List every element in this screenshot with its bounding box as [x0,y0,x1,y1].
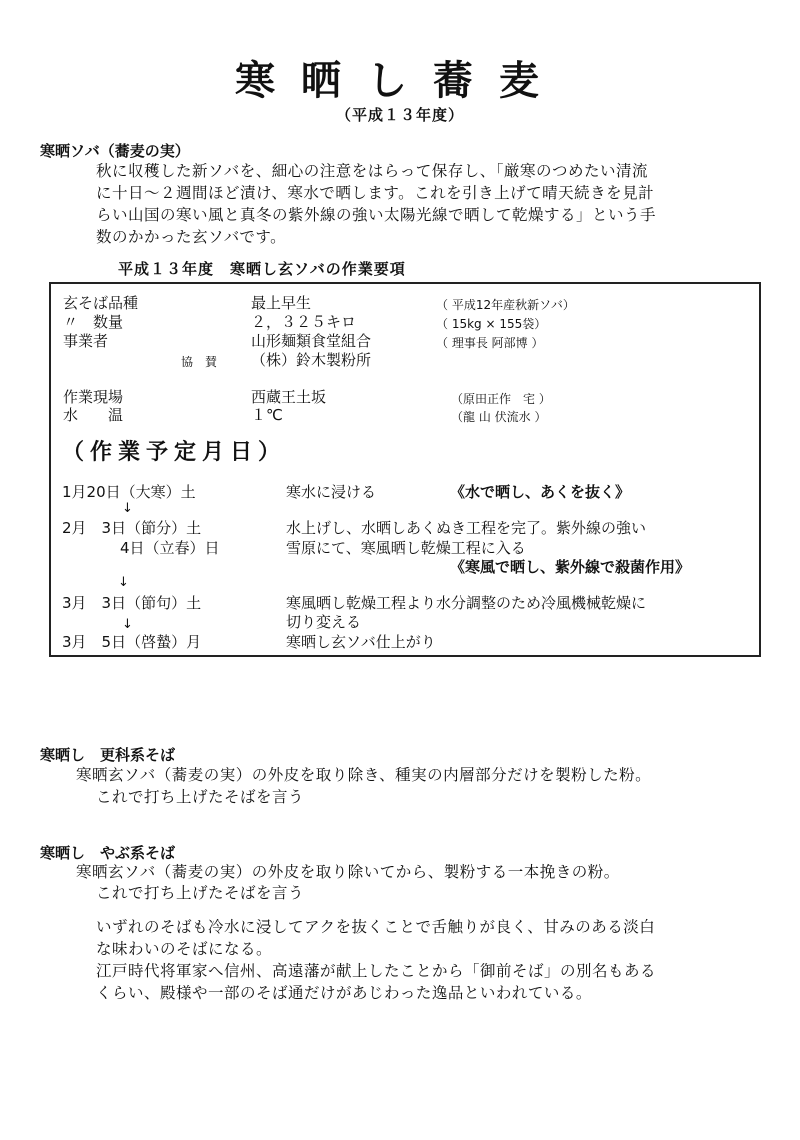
quantity-note: （ 15kg × 155袋） [436,317,547,331]
schedule-title: （作業予定月日） [62,440,287,465]
schedule-row-3-date: 4日（立春）日 [120,539,220,557]
temperature-value: １℃ [251,406,283,424]
variety-note: （ 平成12年産秋新ソバ） [436,298,575,312]
closing-line: 江戸時代将軍家へ信州、高遠藩が献上したことから「御前そば」の別名もある [96,962,657,980]
schedule-row-1-date: 1月20日（大寒）土 [62,483,196,501]
schedule-row-1-text: 寒水に浸ける [286,483,377,501]
site-label: 作業現場 [63,388,124,406]
sarashina-heading: 寒晒し 更科系そば [40,746,176,764]
down-arrow-icon: ↓ [122,501,133,516]
schedule-row-3-emphasis: 《寒風で晒し、紫外線で殺菌作用》 [450,558,691,576]
support-label: 協 賛 [181,355,218,369]
intro-heading: 寒晒ソバ（蕎麦の実） [40,142,190,160]
quantity-label: 〃 数量 [63,313,124,331]
yabu-heading: 寒晒し やぶ系そば [40,844,176,862]
site-value: 西蔵王土坂 [251,388,327,406]
schedule-row-3-text: 雪原にて、寒風晒し乾燥工程に入る [286,539,526,557]
closing-line: いずれのそばも冷水に浸してアクを抜くことで舌触りが良く、甘みのある淡白 [96,918,656,936]
temperature-label: 水 温 [63,406,124,424]
schedule-row-2-date: 2月 3日（節分）土 [62,519,202,537]
operator-value: 山形麺類食堂組合 [251,332,372,350]
schedule-row-4-date: 3月 3日（節句）土 [62,594,202,612]
schedule-row-4-text: 寒風晒し乾燥工程より水分調整のため冷風機械乾燥に [286,594,647,612]
down-arrow-icon: ↓ [118,575,129,590]
sarashina-line-2: これで打ち上げたそばを言う [96,788,305,806]
site-note: （原田正作 宅 ） [451,392,551,406]
support-value: （株）鈴木製粉所 [251,351,372,369]
yabu-line-2: これで打ち上げたそばを言う [96,884,305,902]
yabu-line-1: 寒晒玄ソバ（蕎麦の実）の外皮を取り除いてから、製粉する一本挽きの粉。 [76,863,620,881]
intro-line: に十日～２週間ほど漬け、寒水で晒します。これを引き上げて晴天続きを見計 [96,184,655,202]
page-title: 寒晒し蕎麦 [235,57,565,104]
variety-label: 玄そば品種 [63,294,139,312]
intro-line: 数のかかった玄ソバです。 [96,228,287,246]
quantity-value: ２，３２５キロ [251,313,357,331]
closing-line: くらい、殿様や一部のそば通だけがあじわった逸品といわれている。 [96,984,592,1002]
section-title: 平成１３年度 寒晒し玄ソバの作業要項 [118,260,406,278]
down-arrow-icon: ↓ [122,617,133,632]
sarashina-line-1: 寒晒玄ソバ（蕎麦の実）の外皮を取り除き、種実の内層部分だけを製粉した粉。 [76,766,652,784]
schedule-row-4-text-cont: 切り変える [286,613,362,631]
schedule-row-5-text: 寒晒し玄ソバ仕上がり [286,633,436,651]
closing-line: な味わいのそばになる。 [96,940,273,958]
intro-line: 秋に収穫した新ソバを、細心の注意をはらって保存し、「厳寒のつめたい清流 [96,162,648,180]
operator-label: 事業者 [63,332,109,350]
page-subtitle: （平成１３年度） [335,106,464,124]
temperature-note: （龍 山 伏流水 ） [451,410,547,424]
schedule-row-2-text: 水上げし、水晒しあくぬき工程を完了。紫外線の強い [286,519,647,537]
intro-line: らい山国の寒い風と真冬の紫外線の強い太陽光線で晒して乾燥する」という手 [96,206,657,224]
intro-paragraph [96,160,656,248]
schedule-row-5-date: 3月 5日（啓蟄）月 [62,633,202,651]
operator-note: （ 理事長 阿部博 ） [436,336,544,350]
variety-value: 最上早生 [251,294,312,312]
schedule-row-1-emphasis: 《水で晒し、あくを抜く》 [450,483,631,501]
closing-paragraph [96,916,656,1004]
